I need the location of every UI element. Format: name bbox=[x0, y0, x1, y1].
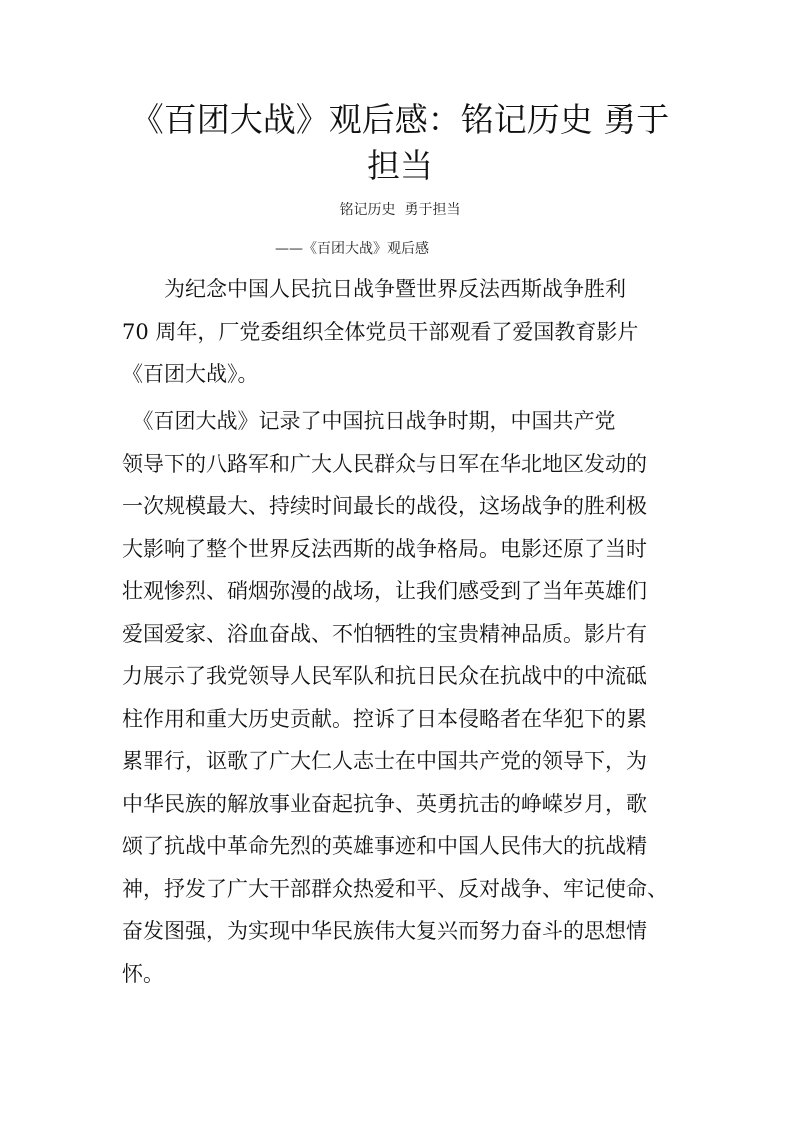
text-line: 为纪念中国人民抗日战争暨世界反法西斯战争胜利 bbox=[122, 277, 626, 301]
text-line: 力展示了我党领导人民军队和抗日民众在抗战中的中流砥 bbox=[122, 664, 647, 688]
title-line: 《百团大战》观后感：铭记历史 勇于 bbox=[130, 100, 670, 139]
subtitle: 铭记历史 勇于担当 bbox=[339, 202, 461, 218]
text-line: 大影响了整个世界反法西斯的战争格局。电影还原了当时 bbox=[122, 536, 647, 561]
page-title bbox=[100, 97, 700, 189]
text-line: 颂了抗战中革命先烈的英雄事迹和中国人民伟大的抗战精 bbox=[122, 834, 647, 858]
text-line: 累罪行，讴歌了广大仁人志士在中国共产党的领导下，为 bbox=[122, 749, 647, 773]
text-line: 柱作用和重大历史贡献。控诉了日本侵略者在华犯下的累 bbox=[122, 706, 647, 731]
text-line: 壮观惨烈、硝烟弥漫的战场，让我们感受到了当年英雄们 bbox=[122, 579, 647, 603]
text-line: 《百团大战》记录了中国抗日战争时期，中国共产党 bbox=[122, 409, 616, 433]
text-line: 神，抒发了广大干部群众热爱和平、反对战争、牢记使命、 bbox=[122, 876, 668, 901]
text-line: 怀。 bbox=[122, 961, 164, 986]
text-line: 一次规模最大、持续时间最长的战役，这场战争的胜利极 bbox=[122, 494, 647, 518]
paragraph-1 bbox=[122, 268, 682, 396]
text-line: 《百团大战》。 bbox=[122, 362, 259, 386]
text-line: 奋发图强，为实现中华民族伟大复兴而努力奋斗的思想情 bbox=[122, 919, 647, 943]
text-line: 70 周年，厂党委组织全体党员干部观看了爱国教育影片 bbox=[122, 319, 639, 344]
text-line: 中华民族的解放事业奋起抗争、英勇抗击的峥嵘岁月，歌 bbox=[122, 791, 647, 816]
text-line: 爱国爱家、浴血奋战、不怕牺牲的宝贵精神品质。影片有 bbox=[122, 621, 647, 646]
text-line: 领导下的八路军和广大人民群众与日军在华北地区发动的 bbox=[122, 451, 647, 476]
byline: ——《百团大战》观后感 bbox=[275, 241, 429, 257]
paragraph-2 bbox=[122, 400, 682, 995]
title-line: 担当 bbox=[367, 146, 433, 185]
